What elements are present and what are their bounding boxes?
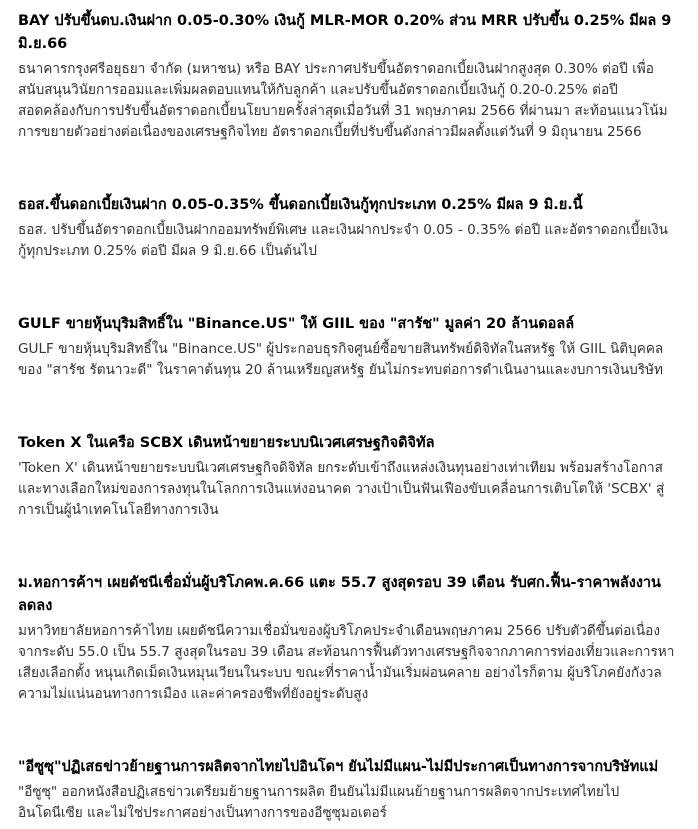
news-summary: ธนาคารกรุงศรีอยุธยา จำกัด (มหาชน) หรือ BAY ประกาศปรับขึ้นอัตราดอกเบี้ยเงินฝากสูงสุด 0.30% ต่อปี เพื่อสนับสนุนวินัยการออมและเพิ่มผลตอบแทนให้กับลูกค้า และปรับขึ้นอัตราดอกเบี้ยเงินกู้ 0.20-0.25% ต่อปี สอดคล้องกับการปรับขึ้นอัตราดอกเบี้ยนโยบายครั้งล่าสุดเมื่อวันที่ 31 พฤษภาคม 2566 ที่ผ่านมา สะท้อนแนวโน้มการขยายตัวอย่างต่อเนื่องของเศรษฐกิจไทย อัตราดอกเบี้ยที่ปรับขึ้นดังกล่าวมีผลตั้งแต่วันที่ 9 มิถุนายน 2566 bbox=[18, 61, 668, 140]
news-headline[interactable]: GULF ขายหุ้นบุริมสิทธิ์ใน "Binance.US" ให้ GIIL ของ "สารัช" มูลค่า 20 ล้านดอลล์ bbox=[18, 316, 575, 332]
news-item-gulf-binance bbox=[18, 313, 676, 381]
news-summary: GULF ขายหุ้นบุริมสิทธิ์ใน "Binance.US" ผู้ประกอบธุรกิจศูนย์ซื้อขายสินทรัพย์ดิจิทัลในสหรัฐ ให้ GIIL นิติบุคคลของ "สารัช รัตนาวะดี" ในราคาต้นทุน 20 ล้านเหรียญสหรัฐ ยันไม่กระทบต่อการดำเนินงานและงบการเงินบริษัท bbox=[18, 341, 664, 378]
news-headline[interactable]: Token X ในเครือ SCBX เดินหน้าขยายระบบนิเวศเศรษฐกิจดิจิทัล bbox=[18, 435, 435, 451]
news-item-isuzu bbox=[18, 756, 676, 824]
news-summary: ธอส. ปรับขึ้นอัตราดอกเบี้ยเงินฝากออมทรัพย์พิเศษ และเงินฝากประจำ 0.05 - 0.35% ต่อปี และอัตราดอกเบี้ยเงินกู้ทุกประเภท 0.25% ต่อปี มีผล 9 มิ.ย.66 เป็นต้นไป bbox=[18, 222, 668, 259]
news-headline[interactable]: ม.หอการค้าฯ เผยดัชนีเชื่อมั่นผู้บริโภคพ.ค.66 แตะ 55.7 สูงสุดรอบ 39 เดือน รับศก.ฟื้น-ราคาพลังงานลดลง bbox=[18, 575, 661, 614]
news-summary: มหาวิทยาลัยหอการค้าไทย เผยดัชนีความเชื่อมั่นของผู้บริโภคประจำเดือนพฤษภาคม 2566 ปรับตัวดีขึ้นต่อเนื่อง จากระดับ 55.0 เป็น 55.7 สูงสุดในรอบ 39 เดือน สะท้อนการฟื้นตัวทางเศรษฐกิจจากภาคการท่องเที่ยวและการหาเสียงเลือกตั้ง หนุนเกิดเม็ดเงินหมุนเวียนในระบบ ขณะที่ราคาน้ำมันเริ่มผ่อนคลาย อย่างไรก็ตาม ผู้บริโภคยังกังวลความไม่แน่นอนทางการเมือง และค่าครองชีพที่ยังอยู่ระดับสูง bbox=[18, 623, 675, 702]
news-headline[interactable]: BAY ปรับขึ้นดบ.เงินฝาก 0.05-0.30% เงินกู้ MLR-MOR 0.20% ส่วน MRR ปรับขึ้น 0.25% มีผล 9 มิ.ย.66 bbox=[18, 13, 672, 52]
news-item-token-x bbox=[18, 432, 676, 521]
news-summary: 'Token X' เดินหน้าขยายระบบนิเวศเศรษฐกิจดิจิทัล ยกระดับเข้าถึงแหล่งเงินทุนอย่างเท่าเทียม พร้อมสร้างโอกาสและทางเลือกใหม่ของการลงทุนในโลกการเงินแห่งอนาคต วางเป้าเป็นฟันเฟืองขับเคลื่อนการเติบโตให้ 'SCBX' สู่การเป็นผู้นำเทคโนโลยีทางการเงิน bbox=[18, 460, 665, 518]
news-headline[interactable]: "อีซูซุ"ปฏิเสธข่าวย้ายฐานการผลิตจากไทยไปอินโดฯ ยันไม่มีแผน-ไม่มีประกาศเป็นทางการจากบริษัทแม่ bbox=[18, 759, 659, 775]
news-item-bay-interest bbox=[18, 10, 676, 143]
news-item-consumer-confidence bbox=[18, 572, 676, 705]
news-headline[interactable]: ธอส.ขึ้นดอกเบี้ยเงินฝาก 0.05-0.35% ขึ้นดอกเบี้ยเงินกู้ทุกประเภท 0.25% มีผล 9 มิ.ย.นี้ bbox=[18, 197, 583, 213]
news-item-ghb-interest bbox=[18, 194, 676, 262]
news-summary: "อีซูซุ" ออกหนังสือปฏิเสธข่าวเตรียมย้ายฐานการผลิต ยืนยันไม่มีแผนย้ายฐานการผลิตจากประเทศไทยไปอินโดนีเซีย และไม่ใช่ประกาศอย่างเป็นทางการของอีซูซุมอเตอร์ bbox=[18, 784, 620, 821]
